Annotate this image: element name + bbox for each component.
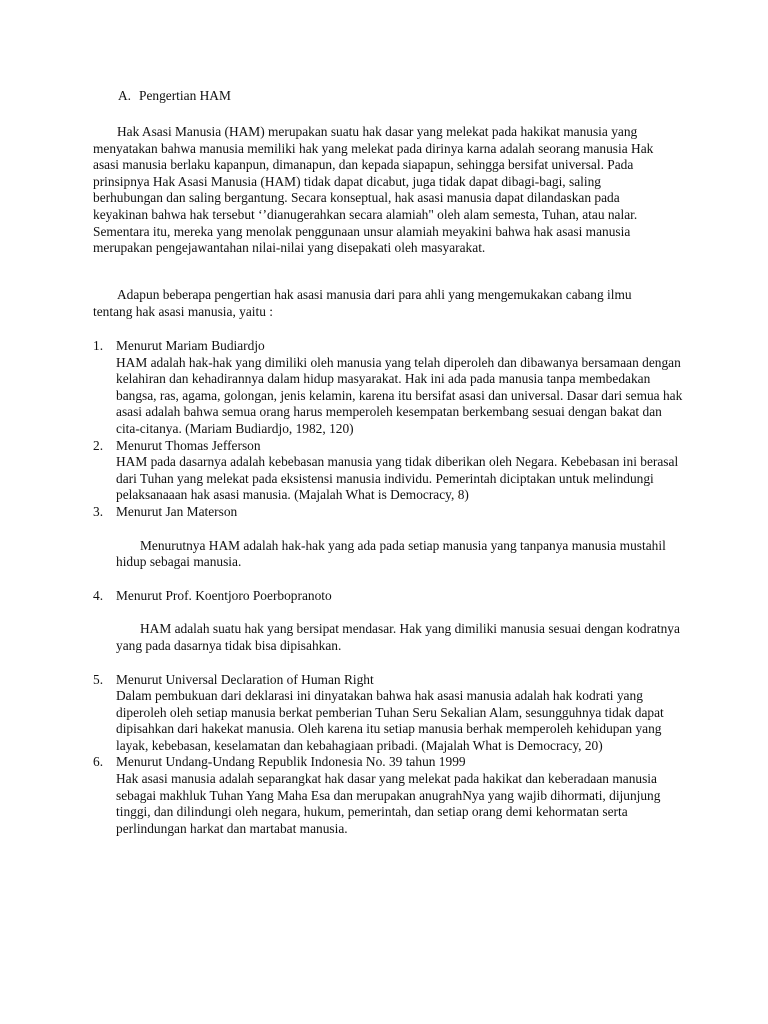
list-item-text: Dalam pembukuan dari deklarasi ini dinyatakan bahwa hak asasi manusia adalah hak kodrati yang diperoleh oleh setiap manusia berkat pemberian Tuhan Seru Sekalian Alam, sesungguhnya tidak dapat dipisahkan dari hakekat manusia. Oleh karena itu setiap manusia berhak memperoleh kehidupan yang layak, kebebasan, keselamatan dan kebahagiaan pribadi. (Majalah What is Democracy, 20)	[116, 688, 664, 753]
list-item	[93, 504, 683, 571]
intro-paragraph: Hak Asasi Manusia (HAM) merupakan suatu hak dasar yang melekat pada hakikat manusia yang menyatakan bahwa manusia memiliki hak yang melekat pada dirinya karna adalah seorang manusia Hak asasi manusia berlaku kapanpun, dimanapun, dan kepada siapapun, sehingga bersifat universal. Pada prinsipnya Hak Asasi Manusia (HAM) tidak dapat dicabut, juga tidak dapat dibagi-bagi, saling berhubungan dan saling bergantung. Secara konseptual, hak asasi manusia dapat dilandaskan pada keyakinan bahwa hak tersebut ‘’dianugerahkan secara alamiah" oleh alam semesta, Tuhan, atau nalar. Sementara itu, mereka yang menolak penggunaan unsur alamiah meyakini bahwa hak asasi manusia merupakan pengejawantahan nilai-nilai yang disepakati oleh masyarakat.	[93, 124, 654, 256]
list-item-text: Hak asasi manusia adalah separangkat hak dasar yang melekat pada hakikat dan keberadaan manusia sebagai makhluk Tuhan Yang Maha Esa dan merupakan anugrahNya yang wajib dihormati, dijunjung tinggi, dan dilindungi oleh negara, hukum, pemerintah, dan setiap orang demi kehormatan serta perlindungan harkat dan martabat manusia.	[116, 771, 661, 836]
list-item-title: Menurut Jan Materson	[116, 503, 238, 519]
list-item	[93, 438, 683, 504]
list-item-number: 1.	[93, 338, 104, 353]
list-item-title: Menurut Universal Declaration of Human Right	[116, 671, 374, 687]
list-item	[93, 672, 683, 755]
spacer	[93, 571, 683, 588]
list-item-number: 6.	[93, 754, 104, 770]
list-item-text: HAM adalah suatu hak yang bersipat mendasar. Hak yang dimiliki manusia sesuai dengan kodratnya yang pada dasarnya tidak bisa dipisahkan.	[116, 621, 680, 653]
list-item	[93, 338, 683, 438]
list-item-title: Menurut Undang-Undang Republik Indonesia No. 39 tahun 1999	[116, 754, 466, 770]
list-item-title: Menurut Prof. Koentjoro Poerbopranoto	[116, 587, 332, 603]
list-item-number: 3.	[93, 503, 104, 519]
list-item-text: Menurutnya HAM adalah hak-hak yang ada pada setiap manusia yang tanpanya manusia mustahil hidup sebagai manusia.	[116, 537, 666, 570]
section-letter: A.	[118, 88, 132, 103]
list-item-title: Menurut Thomas Jefferson	[116, 437, 261, 453]
list-item	[93, 754, 683, 837]
list-item-number: 2.	[93, 437, 104, 453]
experts-intro-paragraph: Adapun beberapa pengertian hak asasi manusia dari para ahli yang mengemukakan cabang ilmu tentang hak asasi manusia, yaitu :	[93, 287, 632, 319]
list-item	[93, 588, 683, 655]
list-item-number: 4.	[93, 587, 104, 603]
definition-list	[93, 338, 683, 837]
list-item-number: 5.	[93, 671, 104, 687]
section-heading	[118, 88, 231, 105]
spacer	[93, 655, 683, 672]
list-item-title: Menurut Mariam Budiardjo	[116, 338, 265, 353]
section-title: Pengertian HAM	[139, 88, 231, 103]
list-item-text: HAM pada dasarnya adalah kebebasan manusia yang tidak diberikan oleh Negara. Kebebasan ini berasal dari Tuhan yang melekat pada eksistensi manusia individu. Pemerintah diciptakan untuk melindungi pelaksanaaan hak asasi manusia. (Majalah What is Democracy, 8)	[116, 454, 679, 503]
list-item-text: HAM adalah hak-hak yang dimiliki oleh manusia yang telah diperoleh dan dibawanya bersamaan dengan kelahiran dan kehadirannya dalam hidup masyarakat. Hak ini ada pada manusia tanpa membedakan bangsa, ras, agama, golongan, jenis kelamin, karena itu bersifat asasi dan universal. Dasar dari semua hak asasi adalah bahwa semua orang harus memperoleh kesempatan berkembang sesuai dengan bakat dan cita-citanya. (Mariam Budiardjo, 1982, 120)	[116, 354, 683, 436]
